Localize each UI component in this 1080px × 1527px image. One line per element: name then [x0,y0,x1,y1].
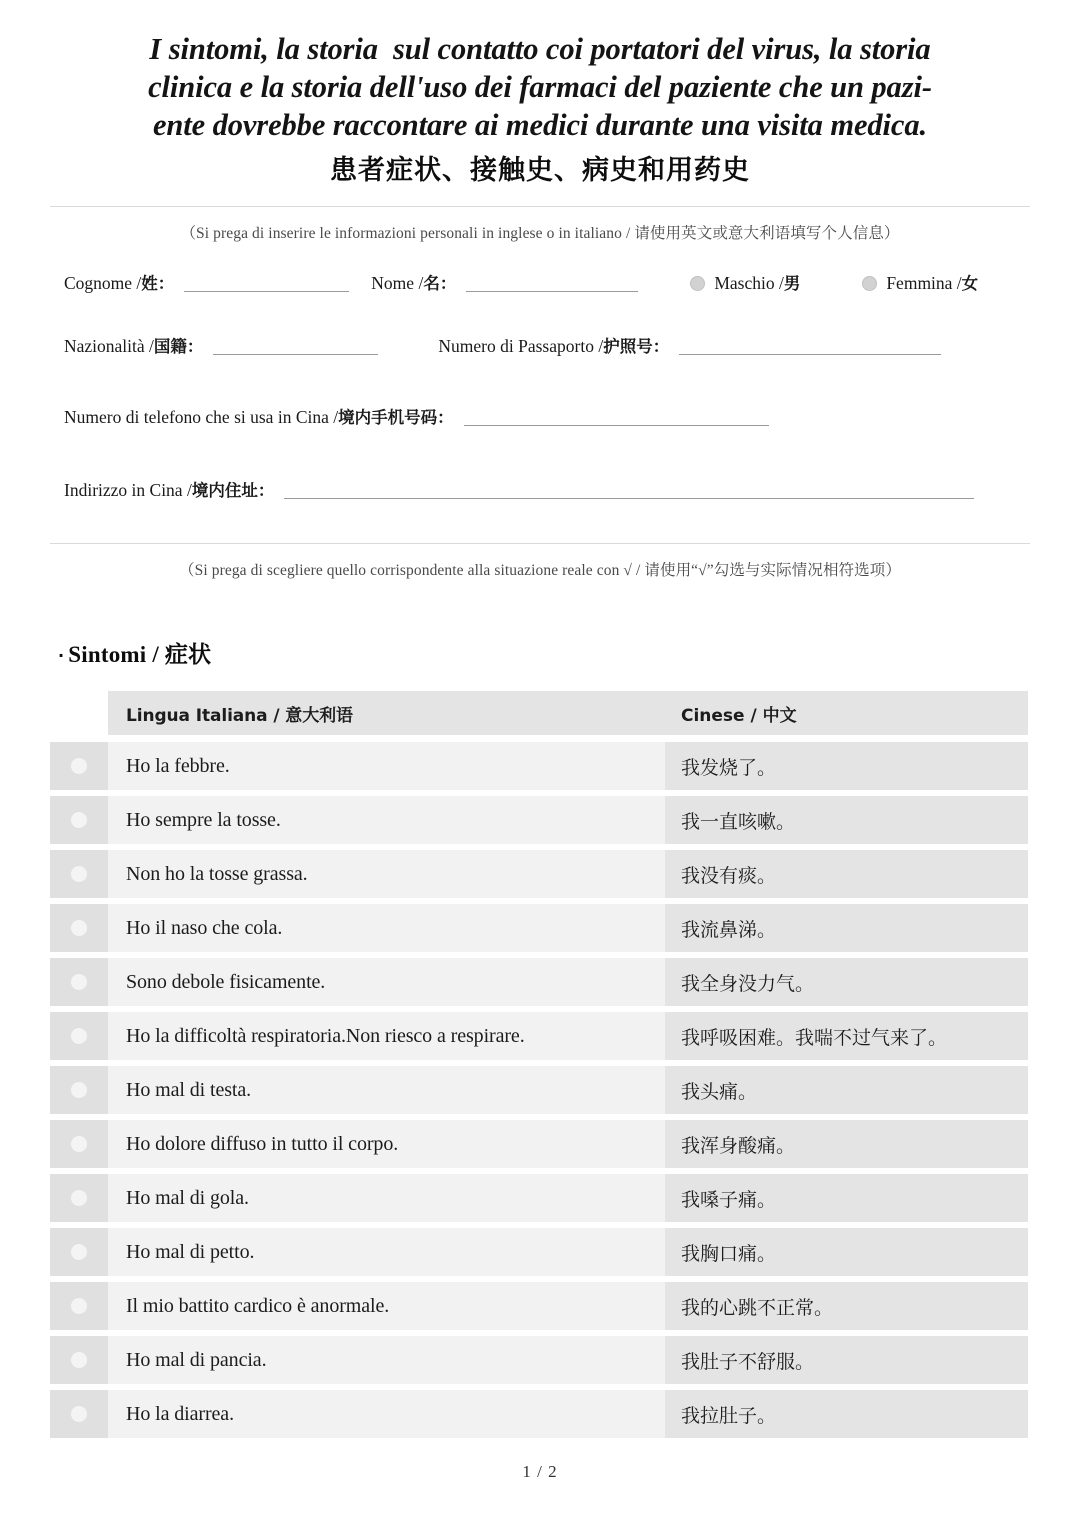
gender-male-option[interactable] [690,273,800,294]
row-checkbox-cell[interactable] [50,1282,108,1330]
checkbox-icon[interactable] [71,758,87,774]
row-checkbox-cell[interactable] [50,958,108,1006]
symptom-chinese: 我浑身酸痛。 [665,1120,1028,1168]
symptom-chinese: 我没有痰。 [665,850,1028,898]
female-label: Femmina /女 [886,273,979,293]
section-heading-symptoms [50,636,1030,669]
symptom-italian: Ho mal di testa. [108,1066,665,1114]
given-name-input[interactable] [466,275,638,292]
section-label-chinese: 症状 [164,642,212,668]
table-row[interactable] [50,796,1028,844]
symptom-chinese: 我的心跳不正常。 [665,1282,1028,1330]
address-label-zh: 境内住址： [191,481,275,500]
symptoms-table [50,691,1028,1438]
row-checkbox-cell[interactable] [50,850,108,898]
table-row[interactable] [50,742,1028,790]
passport-label-zh: 护照号： [603,337,670,356]
given-name-label: Nome /名： [371,273,457,293]
checkbox-icon[interactable] [71,1244,87,1260]
symptom-italian: Ho il naso che cola. [108,904,665,952]
symptom-italian: Ho la difficoltà respiratoria.Non riesco a respirare. [108,1012,665,1060]
row-checkbox-cell[interactable] [50,1336,108,1384]
column-header-chinese: Cinese / 中文 [665,691,1028,735]
row-checkbox-cell[interactable] [50,904,108,952]
phone-input[interactable] [464,409,769,426]
table-header-row [50,691,1028,735]
table-row[interactable] [50,1390,1028,1438]
symptom-italian: Ho mal di pancia. [108,1336,665,1384]
row-checkbox-cell[interactable] [50,796,108,844]
table-row[interactable] [50,1174,1028,1222]
page-title-italian [56,30,1024,144]
form-row-phone [64,407,1030,428]
page-number: 1 / 2 [522,1462,558,1481]
symptom-chinese: 我胸口痛。 [665,1228,1028,1276]
symptom-chinese: 我流鼻涕。 [665,904,1028,952]
radio-icon-male[interactable] [690,276,705,291]
table-row[interactable] [50,1120,1028,1168]
row-checkbox-cell[interactable] [50,1174,108,1222]
table-row[interactable] [50,904,1028,952]
checkbox-icon[interactable] [71,1352,87,1368]
page-title-chinese: 患者症状、接触史、病史和用药史 [330,155,750,186]
address-label: Indirizzo in Cina /境内住址： [64,480,275,500]
checkbox-icon[interactable] [71,812,87,828]
table-row[interactable] [50,1228,1028,1276]
symptom-chinese: 我嗓子痛。 [665,1174,1028,1222]
symptom-italian: Ho mal di gola. [108,1174,665,1222]
table-row[interactable] [50,1282,1028,1330]
row-checkbox-cell[interactable] [50,1228,108,1276]
table-row[interactable] [50,958,1028,1006]
radio-icon-female[interactable] [862,276,877,291]
symptom-italian: Il mio battito cardico è anormale. [108,1282,665,1330]
symptom-italian: Ho la diarrea. [108,1390,665,1438]
nationality-input[interactable] [213,338,378,355]
row-checkbox-cell[interactable] [50,1120,108,1168]
symptom-chinese: 我拉肚子。 [665,1390,1028,1438]
symptom-chinese: 我一直咳嗽。 [665,796,1028,844]
address-input[interactable] [284,482,974,499]
symptom-chinese: 我头痛。 [665,1066,1028,1114]
header-check-cell [50,691,108,735]
passport-label: Numero di Passaporto /护照号： [438,336,670,356]
surname-input[interactable] [184,275,349,292]
checkbox-icon[interactable] [71,866,87,882]
title-line-3: ente dovrebbe raccontare ai medici durante una visita medica. [152,108,928,142]
title-line-2: clinica e la storia dell'uso dei farmaci del paziente che un pazi- [148,70,932,104]
table-row[interactable] [50,1012,1028,1060]
nationality-label: Nazionalità /国籍： [64,336,204,356]
symptom-italian: Sono debole fisicamente. [108,958,665,1006]
checkbox-icon[interactable] [71,920,87,936]
form-row-nationality [64,336,1030,357]
male-label: Maschio /男 [714,273,801,293]
symptom-italian: Ho la febbre. [108,742,665,790]
form-row-address [64,480,1030,501]
section-label-italian: Sintomi / [68,642,165,667]
checkbox-icon[interactable] [71,1298,87,1314]
bullet-icon: · [58,646,65,665]
symptom-chinese: 我发烧了。 [665,742,1028,790]
symptom-italian: Ho dolore diffuso in tutto il corpo. [108,1120,665,1168]
checkbox-icon[interactable] [71,1406,87,1422]
female-label-zh: 女 [961,274,979,293]
divider-top [50,206,1030,207]
symptom-italian: Ho mal di petto. [108,1228,665,1276]
checkbox-icon[interactable] [71,974,87,990]
checkbox-icon[interactable] [71,1136,87,1152]
selection-note: （Si prega di scegliere quello corrispondente alla situazione reale con √ / 请使用“√”勾选与实际情况相符选项） [179,562,901,579]
table-row[interactable] [50,1336,1028,1384]
checkbox-icon[interactable] [71,1082,87,1098]
row-checkbox-cell[interactable] [50,1390,108,1438]
personal-info-form [50,273,1030,501]
passport-input[interactable] [679,338,941,355]
symptom-italian: Non ho la tosse grassa. [108,850,665,898]
nationality-label-zh: 国籍： [153,337,204,356]
checkbox-icon[interactable] [71,1190,87,1206]
column-header-italian: Lingua Italiana / 意大利语 [108,691,665,735]
divider-middle [50,543,1030,544]
surname-label-zh: 姓： [141,274,175,293]
title-block [50,0,1030,192]
gender-female-option[interactable] [862,273,978,294]
form-row-name [64,273,1030,294]
symptom-chinese: 我肚子不舒服。 [665,1336,1028,1384]
title-line-1: I sintomi, la storia sul contatto coi portatori del virus, la storia [149,32,931,66]
symptom-chinese: 我呼吸困难。我喘不过气来了。 [665,1012,1028,1060]
symptom-chinese: 我全身没力气。 [665,958,1028,1006]
phone-label: Numero di telefono che si usa in Cina /境内手机号码： [64,407,454,427]
personal-info-note: （Si prega di inserire le informazioni personali in inglese o in italiano / 请使用英文或意大利语填写个人信息） [180,225,900,242]
table-row[interactable] [50,1066,1028,1114]
male-label-zh: 男 [783,274,801,293]
row-checkbox-cell[interactable] [50,1066,108,1114]
checkbox-icon[interactable] [71,1028,87,1044]
given-name-label-zh: 名： [423,274,457,293]
surname-label: Cognome /姓： [64,273,175,293]
table-row[interactable] [50,850,1028,898]
symptom-italian: Ho sempre la tosse. [108,796,665,844]
phone-label-zh: 境内手机号码： [338,408,454,427]
row-checkbox-cell[interactable] [50,742,108,790]
row-checkbox-cell[interactable] [50,1012,108,1060]
